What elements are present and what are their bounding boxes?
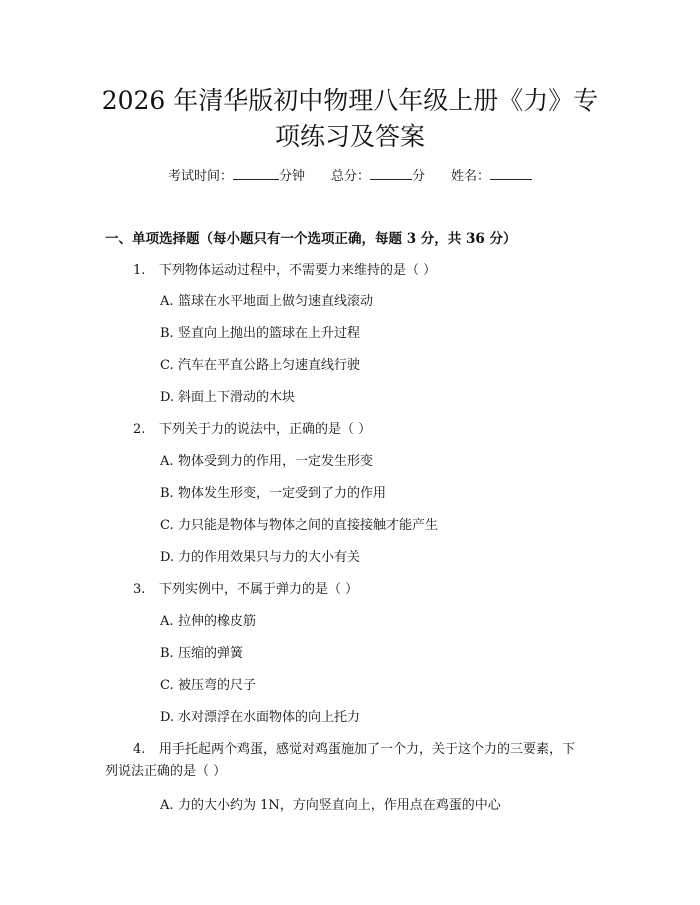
option-text: 压缩的弹簧	[178, 646, 244, 661]
question-2-option-b	[160, 484, 386, 504]
page-title-line-1: 2026 年清华版初中物理八年级上册《力》专	[101, 86, 599, 115]
option-text: 力的作用效果只与力的大小有关	[178, 550, 361, 565]
section-heading-single-choice: 一、单项选择题（每小题只有一个选项正确，每题 3 分，共 36 分）	[105, 231, 517, 247]
option-letter: A.	[160, 294, 174, 309]
score-unit: 分	[412, 169, 426, 184]
option-letter: A.	[160, 798, 174, 813]
question-2	[133, 420, 371, 440]
question-3-option-b	[160, 644, 243, 664]
question-3	[133, 580, 358, 600]
question-number: 3.	[133, 582, 146, 597]
score-label: 总分：	[330, 169, 370, 184]
question-4-option-a	[160, 796, 501, 816]
time-unit: 分钟	[278, 169, 305, 184]
question-3-option-c	[160, 676, 256, 696]
option-text: 被压弯的尺子	[178, 678, 257, 693]
option-text: 斜面上下滑动的木块	[178, 390, 296, 405]
question-3-option-a	[160, 612, 256, 632]
option-letter: C.	[160, 358, 174, 373]
option-text: 拉伸的橡皮筋	[178, 614, 257, 629]
option-letter: D.	[160, 390, 175, 405]
question-1-option-b	[160, 324, 360, 344]
question-text: 下列关于力的说法中，正确的是（ ）	[159, 422, 372, 437]
question-4	[133, 740, 575, 760]
question-2-option-a	[160, 452, 373, 472]
option-letter: D.	[160, 550, 175, 565]
page-title-line-2: 项练习及答案	[274, 122, 425, 151]
exam-meta	[0, 167, 700, 187]
question-number: 4.	[133, 742, 146, 757]
question-4-continuation: 列说法正确的是（ ）	[105, 764, 227, 779]
question-1-option-a	[160, 292, 373, 312]
option-letter: D.	[160, 710, 175, 725]
question-1-option-c	[160, 356, 360, 376]
name-label: 姓名：	[451, 169, 491, 184]
question-text-line-1: 用手托起两个鸡蛋，感觉对鸡蛋施加了一个力，关于这个力的三要素，下	[159, 742, 576, 757]
question-2-option-d	[160, 548, 360, 568]
time-blank	[233, 167, 279, 180]
option-letter: C.	[160, 518, 174, 533]
question-text: 下列实例中，不属于弹力的是（ ）	[159, 582, 359, 597]
question-number: 2.	[133, 422, 146, 437]
question-2-option-c	[160, 516, 438, 536]
option-letter: B.	[160, 646, 174, 661]
option-text: 水对漂浮在水面物体的向上托力	[178, 710, 361, 725]
option-letter: B.	[160, 326, 174, 341]
time-label: 考试时间：	[167, 169, 233, 184]
option-letter: A.	[160, 454, 174, 469]
question-3-option-d	[160, 708, 360, 728]
option-text: 力的大小约为 1N，方向竖直向上，作用点在鸡蛋的中心	[178, 798, 501, 813]
score-blank	[370, 167, 412, 180]
question-text: 下列物体运动过程中，不需要力来维持的是（ ）	[159, 263, 437, 278]
option-letter: B.	[160, 486, 174, 501]
option-text: 竖直向上抛出的篮球在上升过程	[178, 326, 361, 341]
question-1-option-d	[160, 388, 295, 408]
option-text: 汽车在平直公路上匀速直线行驶	[178, 358, 361, 373]
option-letter: A.	[160, 614, 174, 629]
name-blank	[490, 167, 532, 180]
option-text: 物体受到力的作用，一定发生形变	[178, 454, 374, 469]
option-text: 物体发生形变，一定受到了力的作用	[178, 486, 387, 501]
question-1	[133, 261, 436, 281]
option-text: 篮球在水平地面上做匀速直线滚动	[178, 294, 374, 309]
option-letter: C.	[160, 678, 174, 693]
question-number: 1.	[133, 263, 146, 278]
option-text: 力只能是物体与物体之间的直接接触才能产生	[178, 518, 439, 533]
